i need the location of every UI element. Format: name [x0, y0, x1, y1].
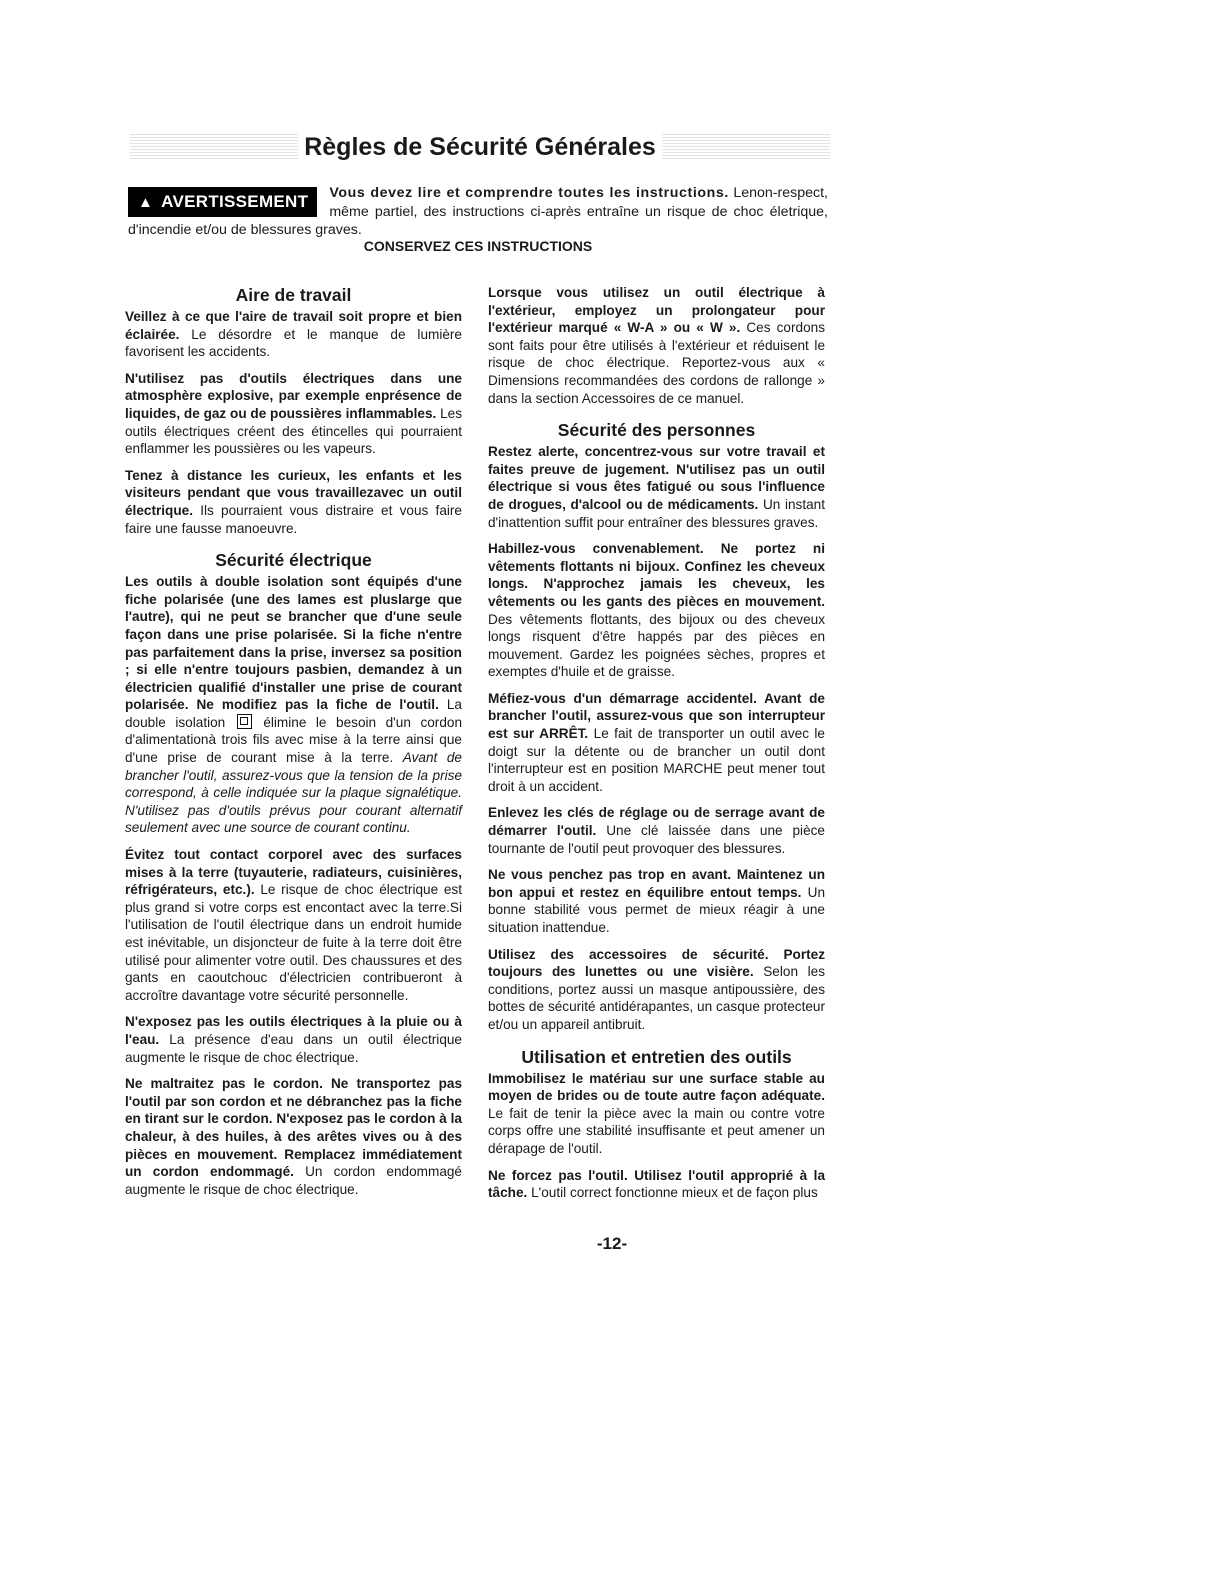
paragraph [488, 443, 825, 531]
title-band [130, 128, 830, 166]
warning-triangle-icon: ▲ [138, 194, 154, 211]
heading-securite-des-personnes: Sécurité des personnes [557, 420, 756, 441]
left-column [125, 284, 462, 1207]
paragraph-text: L'outil correct fonctionne mieux et de façon plus [527, 1185, 818, 1201]
paragraph-lead: Évitez tout contact corporel avec des surfaces mises à la terre (tuyauterie, radiateurs, cuisinières, réfrigérateurs, etc.). [125, 847, 462, 898]
paragraph-lead: Méfiez-vous d'un démarrage accidentel. Avant de brancher l'outil, assurez-vous que son interrupteur est sur ARRÊT. [488, 690, 825, 742]
paragraph-text: Le fait de tenir la pièce avec la main ou contre votre corps offre une stabilité insuffisante et peut amener un dérapage de l'outil. [488, 1105, 825, 1156]
paragraph-italic: Avant de brancher l'outil, assurez-vous que la tension de la prise correspond, à celle indiquée sur la plaque signalétique. N'utilisez pas d'outils prévus pour courant alternatif seulement avec une source de courant continu. [125, 750, 462, 836]
paragraph [488, 284, 825, 407]
paragraph-text: Ces cordons sont faits pour être utilisés à l'extérieur et réduisent le risque de choc électrique. Reportez-vous aux « Dimensions recommandées des cordons de rallonge » dans la section Accessoires de ce manuel. [488, 320, 825, 406]
paragraph [488, 866, 825, 936]
warning-badge [128, 187, 317, 217]
heading-utilisation-entretien: Utilisation et entretien des outils [521, 1046, 792, 1067]
paragraph [125, 573, 462, 837]
paragraph-lead: Utilisez des accessoires de sécurité. Portez toujours des lunettes ou une visière. [488, 946, 825, 980]
paragraph-lead: Les outils à double isolation sont équipés d'une fiche polarisée (une des lames est pluslarge que l'autre), qui ne peut se brancher que d'une seule façon dans une prise polarisée. Si la fiche n'entre pas parfaitement dans la prise, inversez sa position ; si elle n'entre toujours pasbien, demandez à un électricien qualifié d'installer une prise de courant polarisée. Ne modifiez pas la fiche de l'outil. [125, 574, 462, 713]
warning-lead: Vous devez lire et comprendre toutes les instructions. [329, 185, 729, 201]
paragraph-text: Une clé laissée dans une pièce tournante de l'outil peut provoquer des blessures. [488, 823, 825, 856]
paragraph-text: Un instant d'inattention suffit pour entraîner des blessures graves. [488, 496, 825, 530]
paragraph-lead: Ne vous penchez pas trop en avant. Maintenez un bon appui et restez en équilibre entout temps. [488, 867, 825, 900]
heading-aire-de-travail: Aire de travail [235, 285, 352, 305]
page-number: -12- [596, 1234, 628, 1253]
paragraph-lead: Ne forcez pas l'outil. Utilisez l'outil approprié à la tâche. [488, 1167, 825, 1201]
paragraph [125, 467, 462, 537]
warning-text: Lenon-respect, même partiel, des instructions ci-après entraîne un risque de choc életrique, d'incendie et/ou de blessures graves. [128, 185, 828, 238]
paragraph-text: Le fait de transporter un outil avec le doigt sur la détente ou de brancher un outil dont l'interrupteur est en position MARCHE peut mener tout droit à un accident. [488, 726, 825, 794]
heading-securite-electrique: Sécurité électrique [215, 550, 372, 571]
paragraph-lead: Habillez-vous convenablement. Ne portez ni vêtements flottants ni bijoux. Confinez les cheveux longs. N'approchez jamais les cheveux, les vêtements ou les gants des pièces en mouvement. [488, 541, 825, 609]
conserve-instructions: CONSERVEZ CES INSTRUCTIONS [363, 238, 593, 254]
paragraph-text: élimine le besoin d'un cordon d'alimentationà trois fils avec mise à la terre ainsi que d'une prise de courant mise à la terre. [125, 714, 463, 766]
paragraph-text: Un bonne stabilité vous permet de mieux réagir à une situation inattendue. [488, 884, 825, 935]
paragraph [125, 370, 462, 458]
paragraph-text: Un cordon endommagé augmente le risque de choc électrique. [125, 1164, 462, 1197]
paragraph [488, 1070, 825, 1158]
paragraph-text: La double isolation [125, 697, 462, 730]
double-insulation-icon [237, 714, 252, 729]
page-title: Règles de Sécurité Générales [298, 128, 662, 166]
right-column [488, 284, 825, 1211]
paragraph-lead: Enlevez les clés de réglage ou de serrage avant de démarrer l'outil. [488, 805, 825, 839]
paragraph-text: Selon les conditions, portez aussi un masque antipoussière, des bottes de sécurité antidérapantes, un casque protecteur et/ou un appareil antibruit. [488, 964, 825, 1032]
paragraph-text: Ils pourraient vous distraire et vous faire faire une fausse manoeuvre. [125, 502, 462, 536]
paragraph-lead: Tenez à distance les curieux, les enfants et les visiteurs pendant que vous travaillezavec un outil électrique. [125, 467, 462, 518]
paragraph-text: Le désordre et le manque de lumière favorisent les accidents. [125, 326, 462, 360]
paragraph-lead: Ne maltraitez pas le cordon. Ne transportez pas l'outil par son cordon et ne débranchez pas la fiche en tirant sur le cordon. N'exposez pas le cordon à la chaleur, à des huiles, à des arêtes vives ou à des pièces en mouvement. Remplacez immédiatement un cordon endommagé. [125, 1076, 462, 1180]
paragraph [488, 946, 825, 1034]
paragraph [488, 540, 825, 681]
paragraph-text: La présence d'eau dans un outil électrique augmente le risque de choc électrique. [125, 1031, 462, 1065]
paragraph [488, 804, 825, 857]
warning-badge-label: AVERTISSEMENT [161, 192, 309, 211]
paragraph-text: Des vêtements flottants, des bijoux ou des cheveux longs risquent d'être happés par des pièces en mouvement. Gardez les poignées sèches, propres et exemptes d'huile et de graisse. [488, 611, 825, 680]
paragraph-lead: Lorsque vous utilisez un outil électrique à l'extérieur, employez un prolongateur pour l'extérieur marqué « W-A » ou « W ». [488, 285, 825, 336]
paragraph-text: Les outils électriques créent des étincelles qui pourraient enflammer les poussières ou les vapeurs. [125, 405, 462, 457]
paragraph [125, 1013, 462, 1066]
paragraph [125, 846, 462, 1004]
paragraph [125, 1075, 462, 1198]
paragraph-lead: N'exposez pas les outils électriques à la pluie ou à l'eau. [125, 1014, 462, 1047]
paragraph-lead: N'utilisez pas d'outils électriques dans une atmosphère explosive, par exemple enprésence de liquides, de gaz ou de poussières inflammables. [125, 370, 462, 421]
paragraph [488, 690, 825, 796]
warning-block [128, 184, 828, 240]
paragraph [125, 308, 462, 361]
paragraph-lead: Veillez à ce que l'aire de travail soit propre et bien éclairée. [125, 309, 462, 342]
paragraph-lead: Immobilisez le matériau sur une surface stable au moyen de brides ou de toute autre façon adéquate. [488, 1070, 825, 1104]
paragraph-text: Le risque de choc électrique est plus grand si votre corps est encontact avec la terre.Si l'utilisation de l'outil électrique dans un endroit humide est inévitable, un disjoncteur de fuite à la terre doit être utilisé pour alimenter votre outil. Des chaussures et des gants en caoutchouc d'électricien contribueront à accroître davantage votre sécurité personnelle. [125, 882, 462, 1003]
paragraph-lead: Restez alerte, concentrez-vous sur votre travail et faites preuve de jugement. N'utilisez pas un outil électrique si vous êtes fatigué ou sous l'influence de drogues, d'alcool ou de médicaments. [488, 444, 825, 512]
paragraph [488, 1167, 825, 1202]
